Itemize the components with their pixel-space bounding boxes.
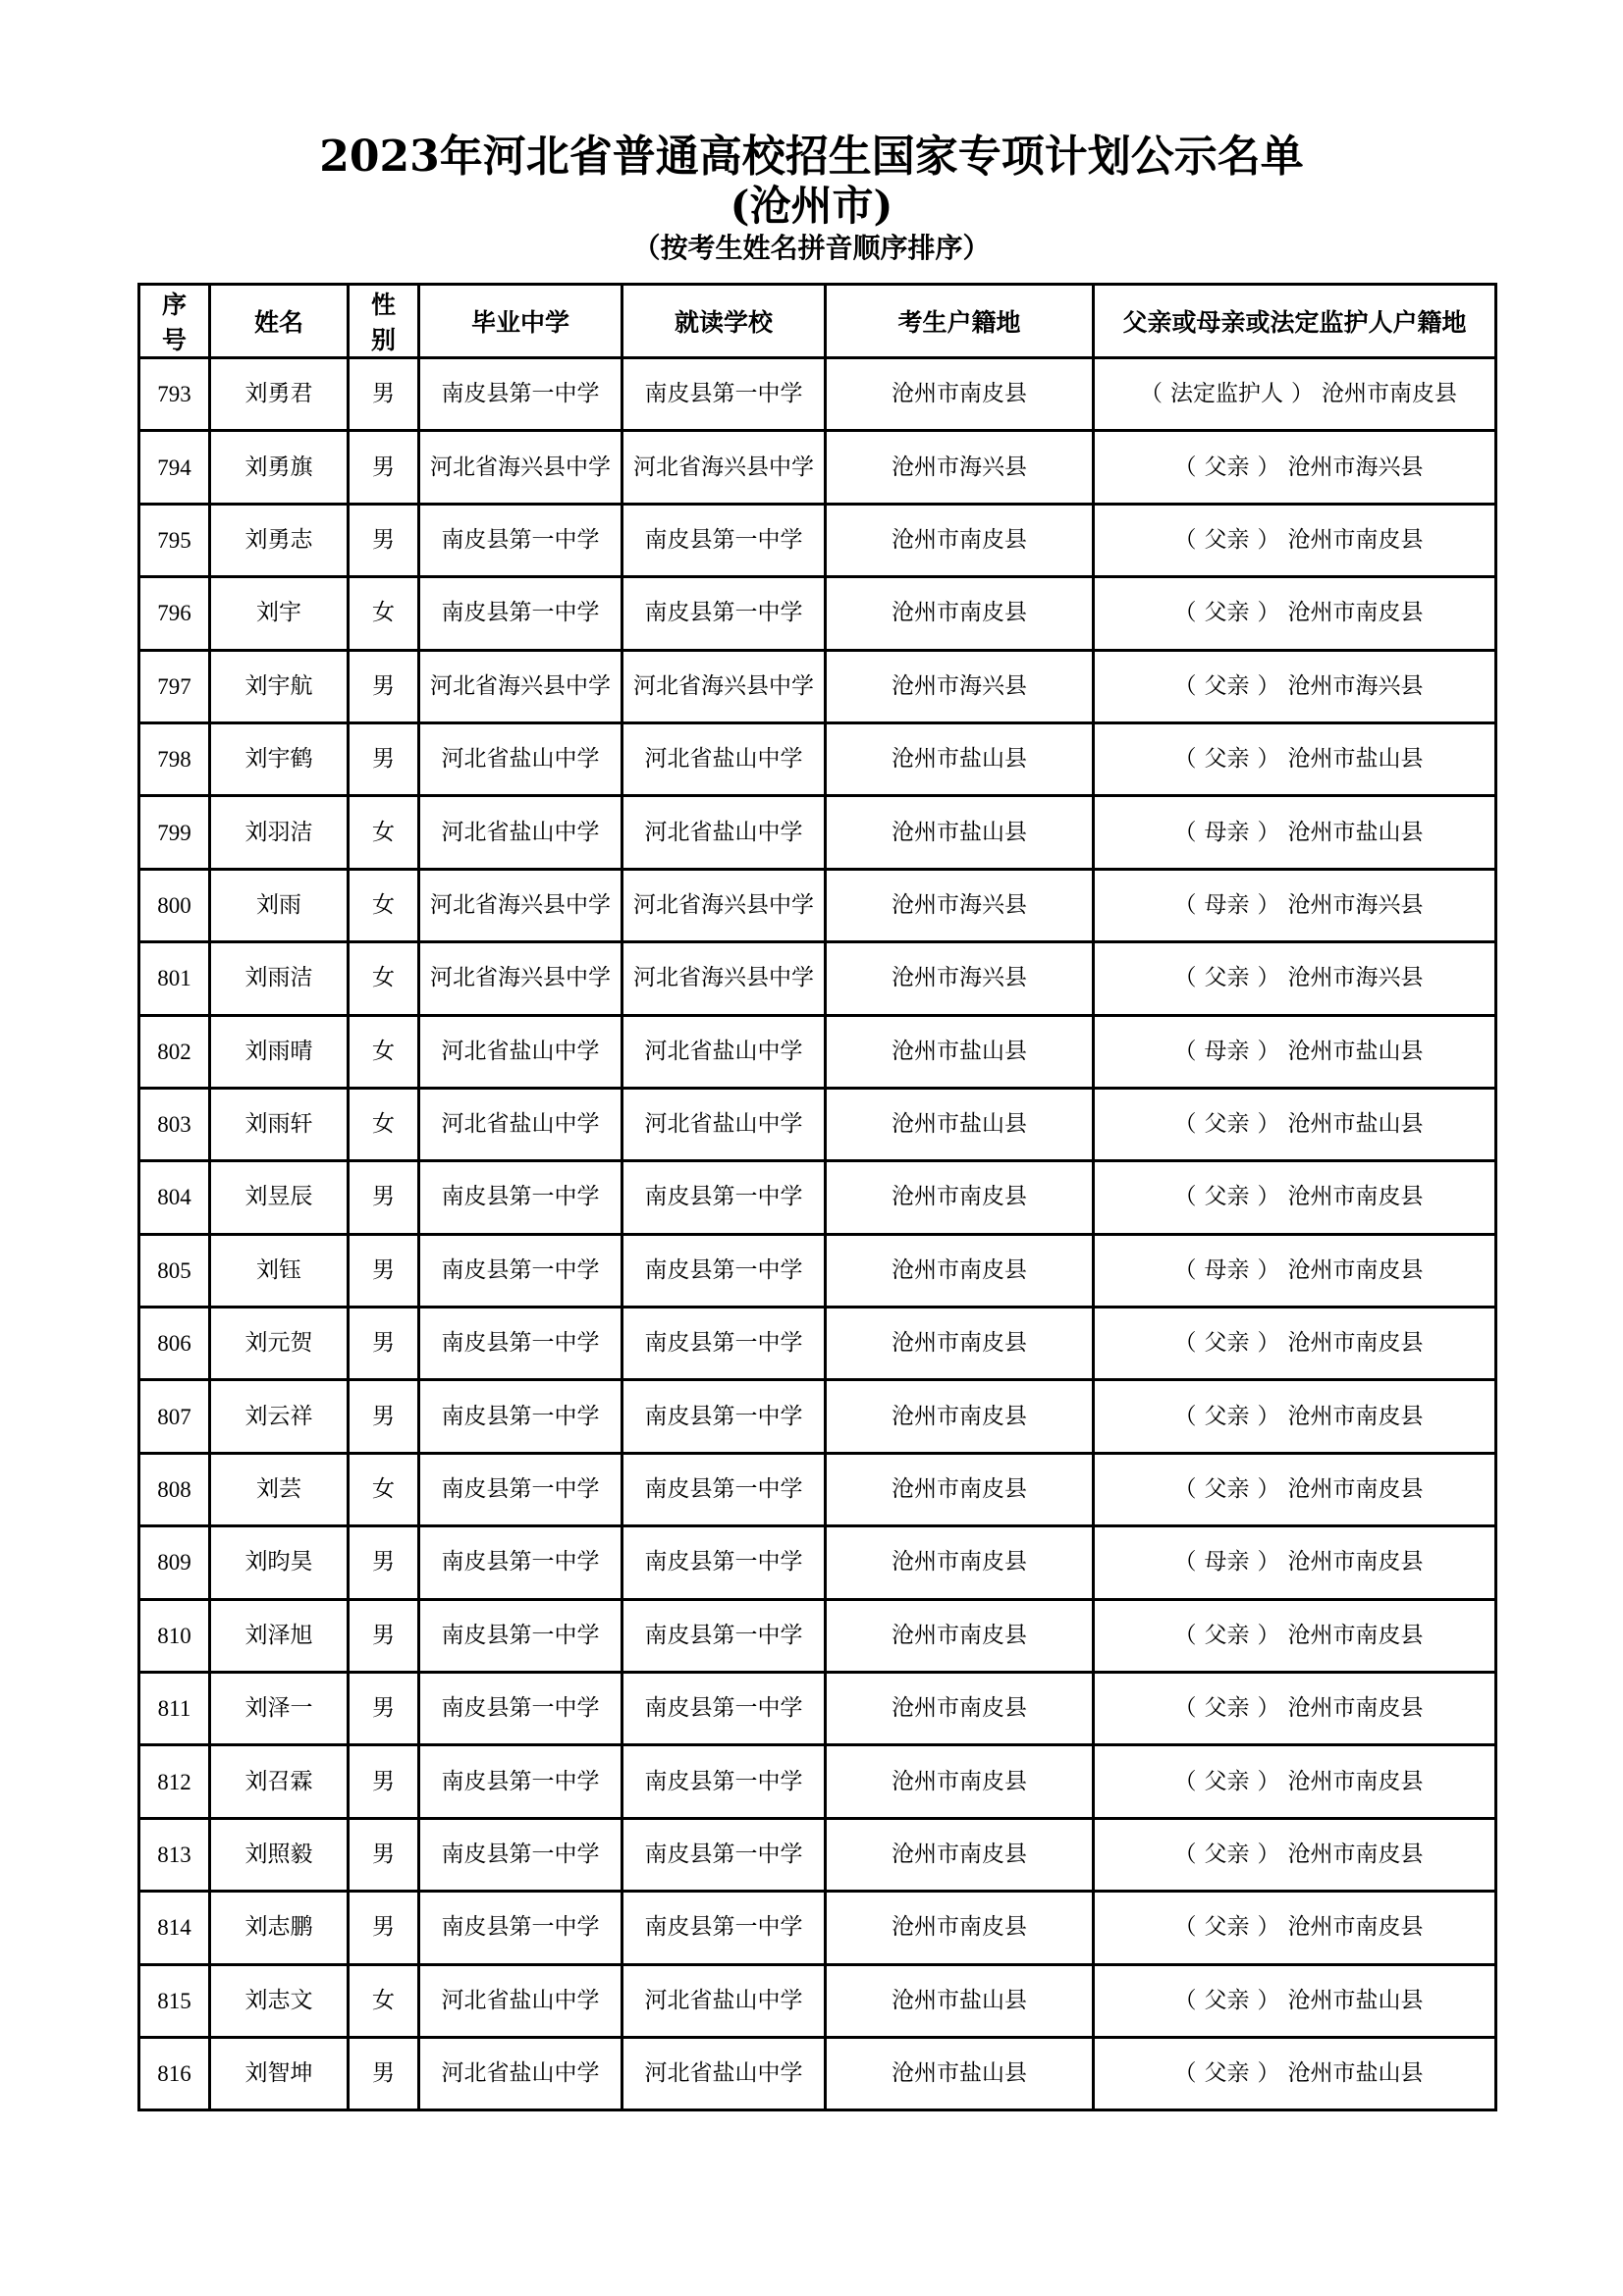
header-current-school: 就读学校	[622, 285, 826, 358]
guardian-relation: 法定监护人	[1170, 381, 1283, 407]
guardian-place: 沧州市南皮县	[1322, 381, 1457, 407]
table-row	[139, 1818, 1496, 1891]
student-name: 刘照毅	[210, 1818, 349, 1891]
guardian-relation: 父亲	[1204, 454, 1250, 480]
guardian-relation: 父亲	[1204, 2060, 1250, 2087]
graduation-school: 南皮县第一中学	[419, 1673, 622, 1745]
gender: 男	[349, 504, 419, 576]
student-name: 刘雨轩	[210, 1088, 349, 1160]
guardian-household: （ 父亲 ） 沧州市南皮县	[1094, 1161, 1496, 1234]
guardian-relation: 父亲	[1204, 1111, 1250, 1138]
student-name: 刘芸	[210, 1453, 349, 1525]
graduation-school: 河北省盐山中学	[419, 796, 622, 869]
guardian-household: （ 父亲 ） 沧州市海兴县	[1094, 650, 1496, 722]
guardian-relation: 父亲	[1204, 1768, 1250, 1794]
current-school: 南皮县第一中学	[622, 1308, 826, 1380]
candidate-household: 沧州市盐山县	[826, 1015, 1094, 1088]
candidate-household: 沧州市南皮县	[826, 1380, 1094, 1453]
guardian-place: 沧州市南皮县	[1287, 600, 1424, 626]
row-index: 806	[139, 1308, 210, 1380]
current-school: 河北省盐山中学	[622, 1964, 826, 2037]
guardian-relation: 母亲	[1204, 1256, 1250, 1283]
graduation-school: 河北省盐山中学	[419, 722, 622, 795]
graduation-school: 南皮县第一中学	[419, 1599, 622, 1672]
gender: 男	[349, 431, 419, 504]
gender: 男	[349, 1745, 419, 1818]
graduation-school: 南皮县第一中学	[419, 577, 622, 650]
guardian-place: 沧州市南皮县	[1287, 1184, 1424, 1210]
graduation-school: 河北省海兴县中学	[419, 942, 622, 1015]
table-header-row	[139, 285, 1496, 358]
current-school: 南皮县第一中学	[622, 358, 826, 431]
guardian-household: （ 父亲 ） 沧州市南皮县	[1094, 1380, 1496, 1453]
candidate-household: 沧州市南皮县	[826, 1526, 1094, 1599]
student-name: 刘宇航	[210, 650, 349, 722]
guardian-relation: 父亲	[1204, 1403, 1250, 1429]
student-name: 刘泽旭	[210, 1599, 349, 1672]
guardian-place: 沧州市海兴县	[1287, 965, 1424, 991]
header-gender: 性别	[349, 285, 419, 358]
guardian-household: （ 母亲 ） 沧州市海兴县	[1094, 869, 1496, 941]
current-school: 南皮县第一中学	[622, 1818, 826, 1891]
guardian-place: 沧州市南皮县	[1287, 1914, 1424, 1941]
guardian-relation: 父亲	[1204, 1914, 1250, 1941]
row-index: 801	[139, 942, 210, 1015]
table-row	[139, 1015, 1496, 1088]
table-row	[139, 431, 1496, 504]
current-school: 南皮县第一中学	[622, 1526, 826, 1599]
gender: 女	[349, 942, 419, 1015]
row-index: 797	[139, 650, 210, 722]
guardian-relation: 父亲	[1204, 965, 1250, 991]
guardian-household: （ 父亲 ） 沧州市南皮县	[1094, 1673, 1496, 1745]
graduation-school: 河北省盐山中学	[419, 1964, 622, 2037]
guardian-relation: 父亲	[1204, 1622, 1250, 1648]
current-school: 南皮县第一中学	[622, 1599, 826, 1672]
guardian-place: 沧州市盐山县	[1287, 819, 1424, 845]
header-name: 姓名	[210, 285, 349, 358]
candidate-household: 沧州市南皮县	[826, 1308, 1094, 1380]
student-name: 刘雨晴	[210, 1015, 349, 1088]
table-row	[139, 1161, 1496, 1234]
gender: 女	[349, 1453, 419, 1525]
graduation-school: 南皮县第一中学	[419, 1892, 622, 1964]
candidate-household: 沧州市盐山县	[826, 796, 1094, 869]
graduation-school: 南皮县第一中学	[419, 1453, 622, 1525]
guardian-place: 沧州市南皮县	[1287, 526, 1424, 553]
row-index: 812	[139, 1745, 210, 1818]
table-row	[139, 1892, 1496, 1964]
row-index: 808	[139, 1453, 210, 1525]
candidate-household: 沧州市盐山县	[826, 1088, 1094, 1160]
gender: 男	[349, 1526, 419, 1599]
header-guardian-household: 父亲或母亲或法定监护人户籍地	[1094, 285, 1496, 358]
row-index: 814	[139, 1892, 210, 1964]
student-name: 刘宇鹤	[210, 722, 349, 795]
guardian-household: （ 母亲 ） 沧州市南皮县	[1094, 1526, 1496, 1599]
guardian-relation: 父亲	[1204, 1695, 1250, 1722]
row-index: 799	[139, 796, 210, 869]
header-index: 序号	[139, 285, 210, 358]
row-index: 813	[139, 1818, 210, 1891]
candidate-household: 沧州市盐山县	[826, 2037, 1094, 2109]
guardian-place: 沧州市海兴县	[1287, 891, 1424, 918]
guardian-place: 沧州市盐山县	[1287, 1111, 1424, 1138]
guardian-household: （ 法定监护人 ） 沧州市南皮县	[1094, 358, 1496, 431]
guardian-household: （ 父亲 ） 沧州市南皮县	[1094, 1308, 1496, 1380]
guardian-household: （ 母亲 ） 沧州市南皮县	[1094, 1234, 1496, 1307]
table-row	[139, 722, 1496, 795]
graduation-school: 南皮县第一中学	[419, 358, 622, 431]
graduation-school: 南皮县第一中学	[419, 1234, 622, 1307]
graduation-school: 河北省盐山中学	[419, 1015, 622, 1088]
guardian-relation: 母亲	[1204, 819, 1250, 845]
guardian-place: 沧州市南皮县	[1287, 1768, 1424, 1794]
table-row	[139, 1234, 1496, 1307]
graduation-school: 南皮县第一中学	[419, 1308, 622, 1380]
gender: 男	[349, 650, 419, 722]
graduation-school: 南皮县第一中学	[419, 504, 622, 576]
guardian-place: 沧州市南皮县	[1287, 1622, 1424, 1648]
graduation-school: 河北省盐山中学	[419, 2037, 622, 2109]
graduation-school: 南皮县第一中学	[419, 1818, 622, 1891]
student-name: 刘云祥	[210, 1380, 349, 1453]
candidate-household: 沧州市南皮县	[826, 1599, 1094, 1672]
candidate-household: 沧州市南皮县	[826, 577, 1094, 650]
guardian-place: 沧州市盐山县	[1287, 746, 1424, 773]
candidate-table	[137, 283, 1497, 2111]
student-name: 刘昱辰	[210, 1161, 349, 1234]
guardian-place: 沧州市南皮县	[1287, 1842, 1424, 1867]
row-index: 807	[139, 1380, 210, 1453]
guardian-household: （ 父亲 ） 沧州市盐山县	[1094, 722, 1496, 795]
guardian-relation: 母亲	[1204, 1549, 1250, 1575]
guardian-place: 沧州市南皮县	[1287, 1695, 1424, 1722]
gender: 男	[349, 722, 419, 795]
current-school: 河北省海兴县中学	[622, 869, 826, 941]
sort-note: （按考生姓名拼音顺序排序）	[632, 232, 991, 264]
guardian-household: （ 父亲 ） 沧州市盐山县	[1094, 2037, 1496, 2109]
gender: 男	[349, 1234, 419, 1307]
current-school: 河北省海兴县中学	[622, 650, 826, 722]
guardian-relation: 父亲	[1204, 600, 1250, 626]
candidate-household: 沧州市南皮县	[826, 1892, 1094, 1964]
candidate-household: 沧州市南皮县	[826, 358, 1094, 431]
table-row	[139, 1964, 1496, 2037]
candidate-household: 沧州市南皮县	[826, 1161, 1094, 1234]
gender: 男	[349, 1599, 419, 1672]
guardian-relation: 父亲	[1204, 1330, 1250, 1357]
guardian-household: （ 母亲 ） 沧州市盐山县	[1094, 796, 1496, 869]
guardian-relation: 母亲	[1204, 1038, 1250, 1064]
guardian-place: 沧州市南皮县	[1287, 1330, 1424, 1357]
guardian-household: （ 父亲 ） 沧州市南皮县	[1094, 1892, 1496, 1964]
gender: 女	[349, 1088, 419, 1160]
student-name: 刘元贺	[210, 1308, 349, 1380]
student-name: 刘勇君	[210, 358, 349, 431]
student-name: 刘勇志	[210, 504, 349, 576]
guardian-household: （ 父亲 ） 沧州市南皮县	[1094, 577, 1496, 650]
guardian-relation: 父亲	[1204, 1987, 1250, 2013]
table-row	[139, 2037, 1496, 2109]
guardian-relation: 父亲	[1204, 1184, 1250, 1210]
candidate-household: 沧州市海兴县	[826, 942, 1094, 1015]
current-school: 南皮县第一中学	[622, 1745, 826, 1818]
student-name: 刘志鹏	[210, 1892, 349, 1964]
guardian-place: 沧州市海兴县	[1287, 672, 1424, 699]
student-name: 刘志文	[210, 1964, 349, 2037]
guardian-household: （ 父亲 ） 沧州市南皮县	[1094, 1453, 1496, 1525]
gender: 男	[349, 1380, 419, 1453]
candidate-household: 沧州市盐山县	[826, 722, 1094, 795]
table-row	[139, 1526, 1496, 1599]
graduation-school: 南皮县第一中学	[419, 1161, 622, 1234]
guardian-relation: 父亲	[1204, 526, 1250, 553]
gender: 女	[349, 1015, 419, 1088]
guardian-household: （ 父亲 ） 沧州市南皮县	[1094, 1599, 1496, 1672]
student-name: 刘钰	[210, 1234, 349, 1307]
current-school: 河北省盐山中学	[622, 1088, 826, 1160]
current-school: 河北省盐山中学	[622, 2037, 826, 2109]
candidate-household: 沧州市南皮县	[826, 1673, 1094, 1745]
current-school: 南皮县第一中学	[622, 1234, 826, 1307]
row-index: 809	[139, 1526, 210, 1599]
table-row	[139, 1745, 1496, 1818]
guardian-relation: 父亲	[1204, 672, 1250, 699]
gender: 女	[349, 869, 419, 941]
gender: 男	[349, 358, 419, 431]
guardian-household: （ 父亲 ） 沧州市南皮县	[1094, 1745, 1496, 1818]
candidate-household: 沧州市南皮县	[826, 1234, 1094, 1307]
student-name: 刘召霖	[210, 1745, 349, 1818]
current-school: 河北省盐山中学	[622, 1015, 826, 1088]
candidate-household: 沧州市盐山县	[826, 1964, 1094, 2037]
student-name: 刘雨洁	[210, 942, 349, 1015]
document-title: 2023年河北省普通高校招生国家专项计划公示名单	[319, 132, 1304, 182]
graduation-school: 南皮县第一中学	[419, 1745, 622, 1818]
table-row	[139, 504, 1496, 576]
table-row	[139, 1673, 1496, 1745]
student-name: 刘昀昊	[210, 1526, 349, 1599]
current-school: 河北省盐山中学	[622, 796, 826, 869]
guardian-relation: 母亲	[1204, 891, 1250, 918]
current-school: 南皮县第一中学	[622, 577, 826, 650]
gender: 女	[349, 577, 419, 650]
guardian-household: （ 父亲 ） 沧州市海兴县	[1094, 431, 1496, 504]
current-school: 南皮县第一中学	[622, 1673, 826, 1745]
guardian-place: 沧州市盐山县	[1287, 2060, 1424, 2087]
row-index: 815	[139, 1964, 210, 2037]
guardian-place: 沧州市盐山县	[1287, 1038, 1424, 1064]
gender: 男	[349, 1892, 419, 1964]
candidate-household: 沧州市南皮县	[826, 1745, 1094, 1818]
student-name: 刘雨	[210, 869, 349, 941]
student-name: 刘宇	[210, 577, 349, 650]
guardian-household: （ 父亲 ） 沧州市盐山县	[1094, 1088, 1496, 1160]
row-index: 802	[139, 1015, 210, 1088]
current-school: 河北省海兴县中学	[622, 431, 826, 504]
table-row	[139, 1599, 1496, 1672]
row-index: 816	[139, 2037, 210, 2109]
table-row	[139, 1088, 1496, 1160]
gender: 男	[349, 1818, 419, 1891]
header-graduation-school: 毕业中学	[419, 285, 622, 358]
graduation-school: 河北省海兴县中学	[419, 431, 622, 504]
table-row	[139, 1380, 1496, 1453]
gender: 男	[349, 2037, 419, 2109]
table-row	[139, 1308, 1496, 1380]
current-school: 河北省海兴县中学	[622, 942, 826, 1015]
student-name: 刘羽洁	[210, 796, 349, 869]
header-candidate-household: 考生户籍地	[826, 285, 1094, 358]
candidate-household: 沧州市海兴县	[826, 650, 1094, 722]
table-row	[139, 869, 1496, 941]
candidate-household: 沧州市海兴县	[826, 869, 1094, 941]
table-row	[139, 1453, 1496, 1525]
table-row	[139, 358, 1496, 431]
table-row	[139, 577, 1496, 650]
row-index: 793	[139, 358, 210, 431]
guardian-place: 沧州市南皮县	[1287, 1403, 1424, 1429]
row-index: 805	[139, 1234, 210, 1307]
guardian-relation: 父亲	[1204, 1842, 1250, 1867]
graduation-school: 南皮县第一中学	[419, 1380, 622, 1453]
guardian-place: 沧州市海兴县	[1287, 454, 1424, 480]
gender: 女	[349, 796, 419, 869]
row-index: 796	[139, 577, 210, 650]
current-school: 南皮县第一中学	[622, 1380, 826, 1453]
document-subtitle: (沧州市)	[730, 182, 893, 230]
current-school: 南皮县第一中学	[622, 1453, 826, 1525]
student-name: 刘泽一	[210, 1673, 349, 1745]
row-index: 803	[139, 1088, 210, 1160]
guardian-relation: 父亲	[1204, 1476, 1250, 1503]
candidate-household: 沧州市南皮县	[826, 504, 1094, 576]
gender: 女	[349, 1964, 419, 2037]
row-index: 811	[139, 1673, 210, 1745]
gender: 男	[349, 1308, 419, 1380]
current-school: 河北省盐山中学	[622, 722, 826, 795]
graduation-school: 河北省海兴县中学	[419, 650, 622, 722]
guardian-household: （ 父亲 ） 沧州市南皮县	[1094, 504, 1496, 576]
guardian-place: 沧州市南皮县	[1287, 1549, 1424, 1575]
candidate-household: 沧州市南皮县	[826, 1453, 1094, 1525]
candidate-household: 沧州市南皮县	[826, 1818, 1094, 1891]
guardian-household: （ 父亲 ） 沧州市南皮县	[1094, 1818, 1496, 1891]
guardian-relation: 父亲	[1204, 746, 1250, 773]
student-name: 刘勇旗	[210, 431, 349, 504]
guardian-place: 沧州市南皮县	[1287, 1476, 1424, 1503]
gender: 男	[349, 1161, 419, 1234]
current-school: 南皮县第一中学	[622, 504, 826, 576]
student-name: 刘智坤	[210, 2037, 349, 2109]
current-school: 南皮县第一中学	[622, 1161, 826, 1234]
row-index: 794	[139, 431, 210, 504]
graduation-school: 河北省海兴县中学	[419, 869, 622, 941]
guardian-household: （ 父亲 ） 沧州市盐山县	[1094, 1964, 1496, 2037]
current-school: 南皮县第一中学	[622, 1892, 826, 1964]
guardian-place: 沧州市盐山县	[1287, 1987, 1424, 2013]
row-index: 800	[139, 869, 210, 941]
table-row	[139, 796, 1496, 869]
row-index: 798	[139, 722, 210, 795]
candidate-household: 沧州市海兴县	[826, 431, 1094, 504]
graduation-school: 南皮县第一中学	[419, 1526, 622, 1599]
guardian-household: （ 母亲 ） 沧州市盐山县	[1094, 1015, 1496, 1088]
row-index: 795	[139, 504, 210, 576]
table-row	[139, 942, 1496, 1015]
graduation-school: 河北省盐山中学	[419, 1088, 622, 1160]
row-index: 810	[139, 1599, 210, 1672]
table-row	[139, 650, 1496, 722]
row-index: 804	[139, 1161, 210, 1234]
guardian-household: （ 父亲 ） 沧州市海兴县	[1094, 942, 1496, 1015]
guardian-place: 沧州市南皮县	[1287, 1256, 1424, 1283]
gender: 男	[349, 1673, 419, 1745]
